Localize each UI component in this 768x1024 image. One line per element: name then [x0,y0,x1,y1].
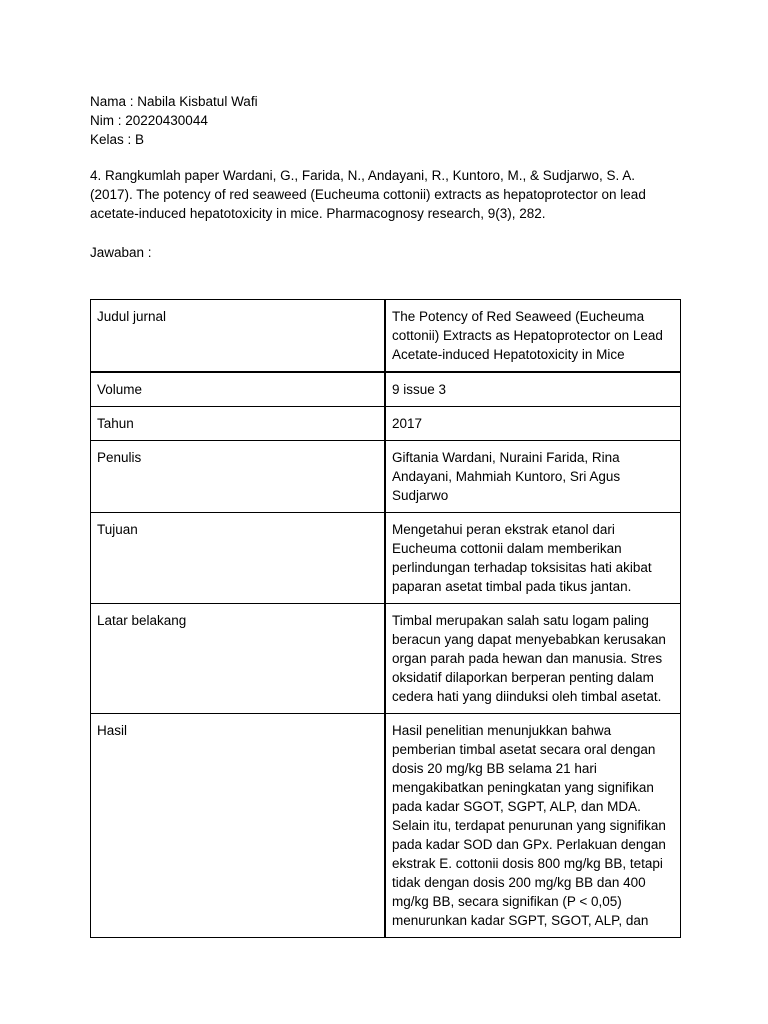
table-row [91,714,681,938]
table-row [91,372,681,407]
row-label: Volume [91,372,386,407]
row-label: Judul jurnal [91,300,386,373]
row-value: Hasil penelitian menunjukkan bahwa pemberian timbal asetat secara oral dengan dosis 20 mg/kg BB selama 21 hari mengakibatkan peningkatan yang signifikan pada kadar SGOT, SGPT, ALP, dan MDA. Selain itu, terdapat penurunan yang signifikan pada kadar SOD dan GPx. Perlakuan dengan ekstrak E. cottonii dosis 800 mg/kg BB, tetapi tidak dengan dosis 200 mg/kg BB dan 400 mg/kg BB, secara signifikan (P < 0,05) menurunkan kadar SGPT, SGOT, ALP, dan [392,723,666,928]
row-label: Penulis [91,441,386,513]
row-value: The Potency of Red Seaweed (Eucheuma cottonii) Extracts as Hepatoprotector on Lead Acetate-induced Hepatotoxicity in Mice [385,300,681,373]
row-value-cell [385,714,681,938]
table-row [91,407,681,441]
summary-table [90,299,681,938]
table-row [91,604,681,714]
row-value: Giftania Wardani, Nuraini Farida, Rina Andayani, Mahmiah Kuntoro, Sri Agus Sudjarwo [385,441,681,513]
row-value: Mengetahui peran ekstrak etanol dari Eucheuma cottonii dalam memberikan perlindungan terhadap toksisitas hati akibat paparan asetat timbal pada tikus jantan. [385,513,681,604]
row-label: Tujuan [91,513,386,604]
row-label: Latar belakang [91,604,386,714]
row-value: 2017 [385,407,681,441]
row-label: Hasil [91,714,386,938]
row-value: Timbal merupakan salah satu logam paling beracun yang dapat menyebabkan kerusakan organ parah pada hewan dan manusia. Stres oksidatif dilaporkan berperan penting dalam cedera hati yang diinduksi oleh timbal asetat. [385,604,681,714]
answer-heading: Jawaban : [90,245,152,260]
student-class: Kelas : B [90,132,145,147]
row-value: 9 issue 3 [385,372,681,407]
table-row [91,300,681,373]
question-text: 4. Rangkumlah paper Wardani, G., Farida, N., Andayani, R., Kuntoro, M., & Sudjarwo, S. A. (2017). The potency of red seaweed (Eucheuma cottonii) extracts as hepatoprotector on lead acetate-induced hepatotoxicity in mice. Pharmacognosy research, 9(3), 282. [90,168,646,221]
student-nim: Nim : 20220430044 [90,113,208,128]
table-row [91,441,681,513]
row-label: Tahun [91,407,386,441]
table-row [91,513,681,604]
student-name: Nama : Nabila Kisbatul Wafi [90,94,258,109]
